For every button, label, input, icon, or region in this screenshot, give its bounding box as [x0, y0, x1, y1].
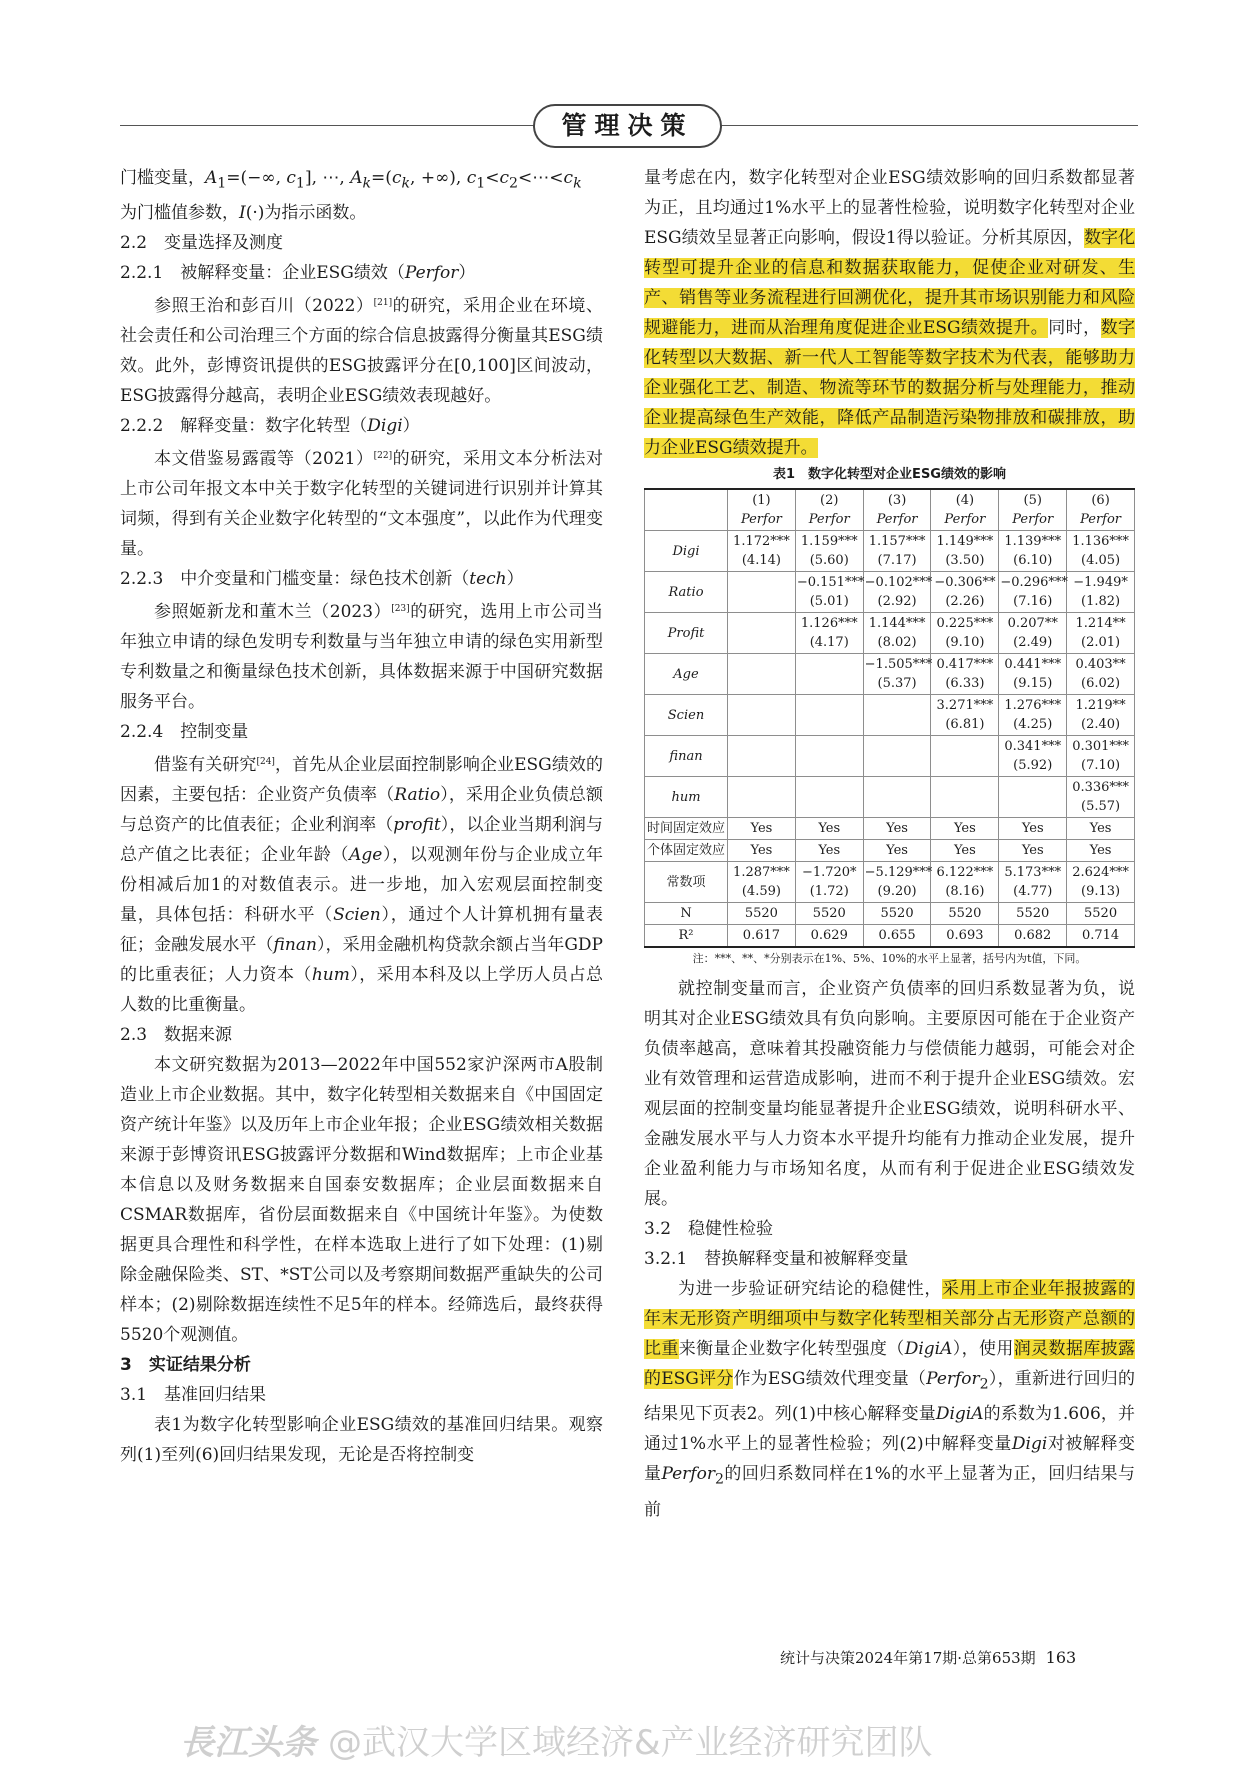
table-cell: 0.225*** (9.10) [931, 613, 999, 654]
table-column-header: (1) Perfor [728, 489, 796, 531]
table-cell: Yes [728, 840, 796, 862]
table-row [645, 572, 1135, 613]
table-row-label: hum [645, 777, 728, 818]
table-cell: 5520 [1067, 903, 1135, 925]
table-cell: 0.336*** (5.57) [1067, 777, 1135, 818]
table-cell [931, 777, 999, 818]
heading-2-2-1: 2.2.1 被解释变量：企业ESG绩效（Perfor） [120, 263, 476, 284]
paragraph-baseline-cont: 量考虑在内，数字化转型对企业ESG绩效影响的回归系数都显著为正，且均通过1%水平上的显著性检验，说明数字化转型对企业ESG绩效呈显著正向影响，假设1得以验证。分析其原因，数字化转型可提升企业的信息和数据获取能力，促使企业对研发、生产、销售等业务流程进行回溯优化，提升其市场识别能力和风险规避能力，进而从治理角度促进企业ESG绩效提升。同时，数字化转型以大数据、新一代人工智能等数字技术为代表，能够助力企业强化工艺、制造、物流等环节的数据分析与处理能力，推动企业提高绿色生产效能，降低产品制造污染物排放和碳排放，助力企业ESG绩效提升。 [644, 168, 1136, 458]
source-watermark [180, 1715, 933, 1764]
table-cell: Yes [863, 840, 931, 862]
table-cell: 0.441*** (9.15) [999, 654, 1067, 695]
table-cell: 0.714 [1067, 925, 1135, 948]
table-column-header: (5) Perfor [999, 489, 1067, 531]
table-cell [795, 695, 863, 736]
table-cell [931, 736, 999, 777]
table-cell: −0.306** (2.26) [931, 572, 999, 613]
table-row-label: 时间固定效应 [645, 818, 728, 840]
table-cell: 0.207** (2.49) [999, 613, 1067, 654]
table-cell: 1.149*** (3.50) [931, 531, 999, 572]
table-row-fixed-effect [645, 818, 1135, 840]
table-cell: 0.403** (6.02) [1067, 654, 1135, 695]
paragraph-data-source: 本文研究数据为2013—2022年中国552家沪深两市A股制造业上市企业数据。其中，数字化转型相关数据来自《中国固定资产统计年鉴》以及历年上市企业年报；企业ESG绩效相关数据来源于彭博资讯ESG披露评分数据和Wind数据库；上市企业基本信息以及财务数据来自国泰安数据库；企业层面数据来自CSMAR数据库，省份层面数据来自《中国统计年鉴》。为使数据更具合理性和科学性，在样本选取上进行了如下处理：(1)剔除金融保险类、ST、*ST公司以及考察期间数据严重缺失的公司样本；(2)剔除数据连续性不足5年的样本。经筛选后，最终获得5520个观测值。 [120, 1055, 603, 1346]
table-cell: 1.172*** (4.14) [728, 531, 796, 572]
section-header-badge: 管理决策 [533, 104, 722, 148]
heading-3: 3 实证结果分析 [120, 1355, 251, 1376]
table-cell [728, 572, 796, 613]
table-cell [728, 695, 796, 736]
table-column-header: (6) Perfor [1067, 489, 1135, 531]
table-cell [863, 777, 931, 818]
table-row-n [645, 903, 1135, 925]
table-cell: 0.417*** (6.33) [931, 654, 999, 695]
table-title: 表1 数字化转型对企业ESG绩效的影响 [773, 467, 1006, 482]
table-cell: −1.949* (1.82) [1067, 572, 1135, 613]
regression-table [644, 488, 1135, 948]
table-row [645, 736, 1135, 777]
table-row-label: Ratio [645, 572, 728, 613]
highlight-3: 采用上市企业年报披露的年末无形资产明细项中与数字化转型相关部分占无形资产总额的比重 [644, 1279, 1135, 1359]
table-cell: Yes [1067, 818, 1135, 840]
threshold-formula-line: 门槛变量，$A_1=(-\infty$, $c_1$], ⋯, $A_k=(c_k$, +∞), $c_1<c_2<\cdots<c_k$ [120, 168, 582, 192]
heading-2-2-3: 2.2.3 中介变量和门槛变量：绿色技术创新（tech） [120, 569, 524, 590]
table-cell: Yes [728, 818, 796, 840]
table-cell: Yes [1067, 840, 1135, 862]
table-cell: 0.655 [863, 925, 931, 948]
table-row-label: Scien [645, 695, 728, 736]
table-row-label: Profit [645, 613, 728, 654]
table-cell [863, 736, 931, 777]
table-cell [795, 777, 863, 818]
table-cell [728, 613, 796, 654]
table-cell [728, 654, 796, 695]
table-cell: Yes [863, 818, 931, 840]
table-cell [795, 736, 863, 777]
table-cell: 5520 [863, 903, 931, 925]
table-cell: 1.214** (2.01) [1067, 613, 1135, 654]
table-cell: 2.624*** (9.13) [1067, 862, 1135, 903]
table-row-label: 个体固定效应 [645, 840, 728, 862]
table-cell: 5520 [999, 903, 1067, 925]
table-row-fixed-effect [645, 840, 1135, 862]
table-cell: 0.341*** (5.92) [999, 736, 1067, 777]
table-cell: Yes [999, 818, 1067, 840]
table-row [645, 777, 1135, 818]
paragraph-baseline: 表1为数字化转型影响企业ESG绩效的基准回归结果。观察列(1)至列(6)回归结果发现，无论是否将控制变 [120, 1415, 603, 1466]
table-cell: Yes [931, 840, 999, 862]
table-cell: 1.136*** (4.05) [1067, 531, 1135, 572]
table-row-label: finan [645, 736, 728, 777]
table-cell: 1.157*** (7.17) [863, 531, 931, 572]
table-cell: Yes [931, 818, 999, 840]
table-cell: −5.129*** (9.20) [863, 862, 931, 903]
table-cell: −1.505*** (5.37) [863, 654, 931, 695]
table-cell: 1.276*** (4.25) [999, 695, 1067, 736]
journal-info: 统计与决策2024年第17期·总第653期 [780, 1649, 1036, 1667]
threshold-formula-line2: 为门槛值参数，I(·)为指示函数。 [120, 203, 367, 224]
paragraph-robustness: 为进一步验证研究结论的稳健性，采用上市企业年报披露的年末无形资产明细项中与数字化转型相关部分占无形资产总额的比重来衡量企业数字化转型强度（DigiA），使用润灵数据库披露的ESG评分作为ESG绩效代理变量（Perfor$_2$），重新进行回归的结果见下页表2。列(1)中核心解释变量DigiA的系数为1.606，并通过1%水平上的显著性检验；列(2)中解释变量Digi对被解释变量Perfor$_2$的回归系数同样在1%的水平上显著为正，回归结果与前 [644, 1279, 1136, 1520]
table-cell: −0.151*** (5.01) [795, 572, 863, 613]
table-cell [863, 695, 931, 736]
table-cell [795, 654, 863, 695]
table-cell: 5520 [728, 903, 796, 925]
left-column [120, 163, 603, 1470]
table-cell [728, 736, 796, 777]
table-cell: 0.617 [728, 925, 796, 948]
table-cell: 3.271*** (6.81) [931, 695, 999, 736]
table-note: 注：***、**、*分别表示在1%、5%、10%的水平上显著，括号内为t值，下同。 [692, 952, 1087, 965]
heading-2-2-2: 2.2.2 解释变量：数字化转型（Digi） [120, 416, 420, 437]
watermark-text: @武汉大学区域经济&产业经济研究团队 [328, 1723, 933, 1763]
table-cell: 1.287*** (4.59) [728, 862, 796, 903]
table-row-label: Age [645, 654, 728, 695]
table-row [645, 695, 1135, 736]
table-column-header: (3) Perfor [863, 489, 931, 531]
table-cell: −0.102*** (2.92) [863, 572, 931, 613]
table-row-r2 [645, 925, 1135, 948]
table-cell: 5.173*** (4.77) [999, 862, 1067, 903]
table-cell: 5520 [795, 903, 863, 925]
table-row-constant [645, 862, 1135, 903]
table-cell: Yes [999, 840, 1067, 862]
table-cell: 0.693 [931, 925, 999, 948]
table-cell [728, 777, 796, 818]
page-number: 163 [1045, 1648, 1077, 1667]
table-corner-cell [645, 489, 728, 531]
watermark-logo: 長江头条 [180, 1723, 316, 1763]
table-cell: 5520 [931, 903, 999, 925]
table-cell: Yes [795, 840, 863, 862]
table-column-header: (2) Perfor [795, 489, 863, 531]
table-column-header: (4) Perfor [931, 489, 999, 531]
paragraph-tech: 参照姬新龙和董木兰（2023）[23]的研究，选用上市公司当年独立申请的绿色发明专利数量与当年独立申请的绿色实用新型专利数量之和衡量绿色技术创新，具体数据来源于中国研究数据服务平台。 [120, 602, 604, 713]
table-cell: 1.159*** (5.60) [795, 531, 863, 572]
table-cell: 6.122*** (8.16) [931, 862, 999, 903]
table-cell [999, 777, 1067, 818]
page-footer [780, 1647, 1076, 1668]
table-row-label: R² [645, 925, 728, 948]
table-cell: 1.144*** (8.02) [863, 613, 931, 654]
table-row [645, 531, 1135, 572]
paragraph-control-discussion: 就控制变量而言，企业资产负债率的回归系数显著为负，说明其对企业ESG绩效具有负向影响。主要原因可能在于企业资产负债率越高，意味着其投融资能力与偿债能力越弱，可能会对企业有效管理和运营造成影响，进而不利于提升企业ESG绩效。宏观层面的控制变量均能显著提升企业ESG绩效，说明科研水平、金融发展水平与人力资本水平提升均能有力推动企业发展，提升企业盈利能力与市场知名度，从而有利于促进企业ESG绩效发展。 [644, 979, 1135, 1209]
table-cell: Yes [795, 818, 863, 840]
paragraph-controls: 借鉴有关研究[24]，首先从企业层面控制影响企业ESG绩效的因素，主要包括：企业资产负债率（Ratio），采用企业负债总额与总资产的比值表征；企业利润率（profit），以企业当期利润与总产值之比表征；企业年龄（Age），以观测年份与企业成立年份相减后加1的对数值表示。进一步地，加入宏观层面控制变量，具体包括：科研水平（Scien），通过个人计算机拥有量表征；金融发展水平（finan），采用金融机构贷款余额占当年GDP的比重表征；人力资本（hum），采用本科及以上学历人员占总人数的比重衡量。 [120, 755, 604, 1016]
heading-3-2-1: 3.2.1 替换解释变量和被解释变量 [644, 1249, 909, 1269]
heading-3-2: 3.2 稳健性检验 [644, 1219, 774, 1239]
highlight-2: 数字化转型以大数据、新一代人工智能等数字技术为代表，能够助力企业强化工艺、制造、物流等环节的数据分析与处理能力，推动企业提高绿色生产效能，降低产品制造污染物排放和碳排放，助力企业ESG绩效提升。 [644, 318, 1135, 458]
table-row [645, 613, 1135, 654]
table-row-label: N [645, 903, 728, 925]
heading-2-2-4: 2.2.4 控制变量 [120, 722, 249, 743]
heading-3-1: 3.1 基准回归结果 [120, 1385, 267, 1406]
table-row [645, 654, 1135, 695]
table-cell: 0.629 [795, 925, 863, 948]
paragraph-perfor: 参照王治和彭百川（2022）[21]的研究，采用企业在环境、社会责任和公司治理三个方面的综合信息披露得分衡量其ESG绩效。此外，彭博资讯提供的ESG披露评分在[0,100]区间波动，ESG披露得分越高，表明企业ESG绩效表现越好。 [120, 296, 604, 407]
table-row-label: 常数项 [645, 862, 728, 903]
right-column [644, 163, 1135, 1525]
heading-2-3: 2.3 数据来源 [120, 1025, 233, 1046]
table-cell: −0.296*** (7.16) [999, 572, 1067, 613]
table-cell: 1.139*** (6.10) [999, 531, 1067, 572]
table-cell: 0.301*** (7.10) [1067, 736, 1135, 777]
heading-2-2: 2.2 变量选择及测度 [120, 233, 284, 254]
table-cell: 1.126*** (4.17) [795, 613, 863, 654]
table-row-label: Digi [645, 531, 728, 572]
highlight-4: 润灵数据库披露的ESG评分 [644, 1339, 1136, 1389]
table-cell: −1.720* (1.72) [795, 862, 863, 903]
highlight-1: 数字化转型可提升企业的信息和数据获取能力，促使企业对研发、生产、销售等业务流程进行回溯优化，提升其市场识别能力和风险规避能力，进而从治理角度促进企业ESG绩效提升。 [644, 228, 1136, 338]
paragraph-digi: 本文借鉴易露霞等（2021）[22]的研究，采用文本分析法对上市公司年报文本中关于数字化转型的关键词进行识别并计算其词频，得到有关企业数字化转型的“文本强度”，以此作为代理变量。 [120, 449, 604, 560]
table-cell: 1.219** (2.40) [1067, 695, 1135, 736]
table-cell: 0.682 [999, 925, 1067, 948]
